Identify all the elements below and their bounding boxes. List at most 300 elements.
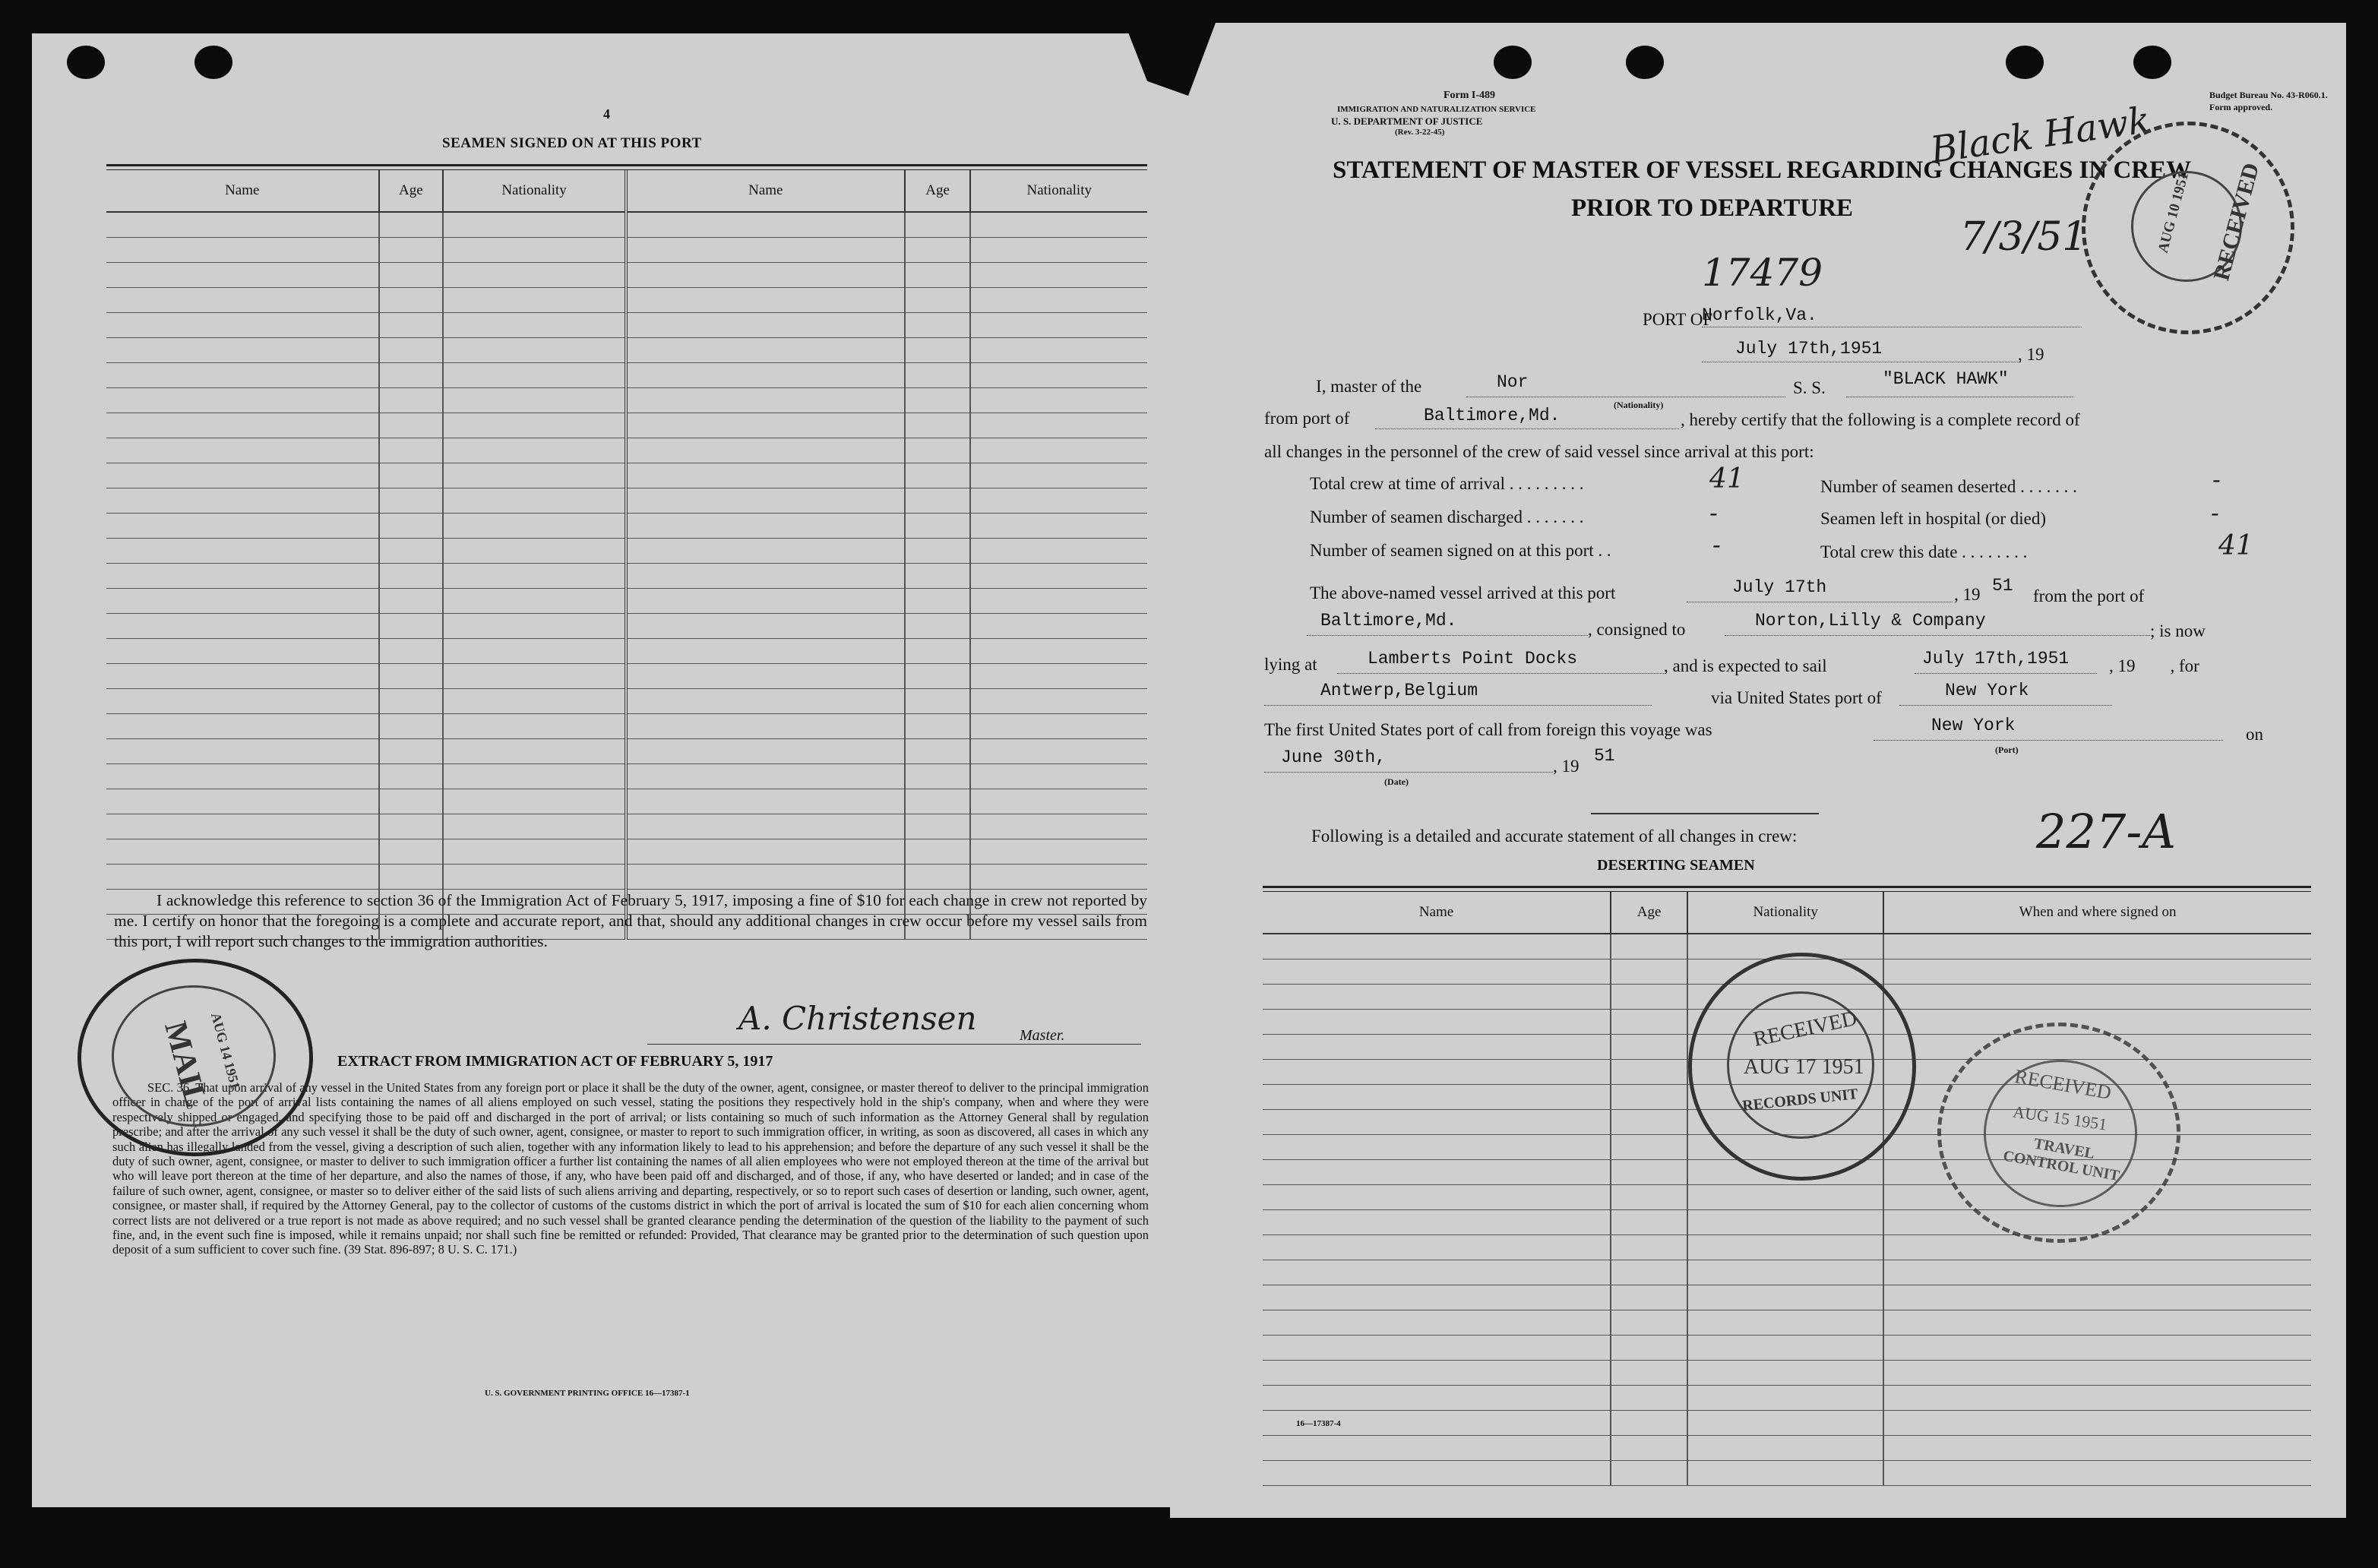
received-stamp-top xyxy=(2082,122,2294,334)
table-cell xyxy=(443,539,626,564)
first-date-value: June 30th, xyxy=(1281,748,1387,767)
table-cell xyxy=(1263,1310,1611,1336)
table-cell xyxy=(1883,1361,2311,1386)
table-cell xyxy=(970,212,1147,238)
table-cell xyxy=(970,263,1147,288)
table-cell xyxy=(106,363,379,388)
date-year-suffix: , 19 xyxy=(2018,345,2044,364)
table-cell xyxy=(905,589,971,614)
table-cell xyxy=(379,639,444,664)
table-cell xyxy=(1611,1310,1687,1336)
table-row xyxy=(1263,1210,2311,1235)
left-page xyxy=(32,33,1172,1507)
table-cell xyxy=(1611,1336,1687,1361)
table-cell xyxy=(379,263,444,288)
table-cell xyxy=(443,839,626,865)
table-cell xyxy=(1611,1285,1687,1310)
table-cell xyxy=(905,313,971,338)
table-cell xyxy=(905,363,971,388)
table-cell xyxy=(970,238,1147,263)
table-row xyxy=(106,814,1147,839)
table-cell xyxy=(905,814,971,839)
table-row xyxy=(1263,1235,2311,1260)
arrived-year-prefix: , 19 xyxy=(1954,585,1981,604)
table-row xyxy=(1263,1285,2311,1310)
table-cell xyxy=(1883,1461,2311,1486)
certify-text: , hereby certify that the following is a complete record of xyxy=(1681,410,2080,429)
date-value: July 17th,1951 xyxy=(1735,339,1883,359)
table-cell xyxy=(970,639,1147,664)
table-cell xyxy=(970,438,1147,463)
table-cell xyxy=(443,789,626,814)
nationality-caption: (Nationality) xyxy=(1614,400,1664,410)
table-cell xyxy=(1263,1336,1611,1361)
agency-line-1: IMMIGRATION AND NATURALIZATION SERVICE xyxy=(1337,105,1536,114)
table-cell xyxy=(626,238,905,263)
records-stamp-text: RECEIVED xyxy=(1751,1006,1860,1052)
table-cell xyxy=(970,865,1147,890)
punch-hole xyxy=(1626,46,1664,79)
table-cell xyxy=(1263,1361,1611,1386)
table-cell xyxy=(1263,1010,1611,1035)
table-cell xyxy=(1883,1260,2311,1285)
table-cell xyxy=(379,388,444,413)
table-cell xyxy=(1611,985,1687,1010)
port-caption: (Port) xyxy=(1995,744,2019,755)
table-cell xyxy=(1263,1386,1611,1411)
table-cell xyxy=(1687,1361,1883,1386)
table-cell xyxy=(1883,1285,2311,1310)
records-stamp-date: AUG 17 1951 xyxy=(1744,1055,1864,1079)
stat-label: Seamen left in hospital (or died) xyxy=(1820,509,2047,528)
travel-stamp-unit: TRAVEL CONTROL UNIT xyxy=(2001,1135,2121,1185)
table-cell xyxy=(905,714,971,739)
table-cell xyxy=(905,288,971,313)
table-row xyxy=(106,263,1147,288)
punch-hole xyxy=(194,46,232,79)
table-cell xyxy=(1263,1085,1611,1110)
signature-line xyxy=(647,1044,1141,1045)
table-cell xyxy=(970,539,1147,564)
table-row xyxy=(106,564,1147,589)
table-row xyxy=(106,589,1147,614)
table-cell xyxy=(443,263,626,288)
table-cell xyxy=(106,789,379,814)
table-cell xyxy=(1883,1436,2311,1461)
table-cell xyxy=(443,814,626,839)
table-row xyxy=(106,839,1147,865)
table-cell xyxy=(970,388,1147,413)
table-cell xyxy=(443,463,626,488)
stat-value: - xyxy=(1709,498,1718,527)
table-cell xyxy=(905,865,971,890)
table-cell xyxy=(1611,1135,1687,1160)
table-cell xyxy=(626,789,905,814)
table-cell xyxy=(905,488,971,514)
column-header-name: Name xyxy=(106,170,379,212)
table-cell xyxy=(106,212,379,238)
table-cell xyxy=(1687,1185,1883,1210)
table-cell xyxy=(905,413,971,438)
table-top-rule xyxy=(106,164,1147,170)
from-port-value: Baltimore,Md. xyxy=(1424,406,1561,425)
punch-hole xyxy=(2133,46,2171,79)
table-row xyxy=(1263,1361,2311,1386)
column-header-name: Name xyxy=(626,170,905,212)
right-page xyxy=(1170,23,2346,1518)
from-port-line xyxy=(1375,428,1679,429)
table-cell xyxy=(379,814,444,839)
table-cell xyxy=(379,363,444,388)
table-cell xyxy=(1611,1361,1687,1386)
table-cell xyxy=(970,789,1147,814)
table-row xyxy=(106,739,1147,764)
punch-hole xyxy=(1494,46,1532,79)
table-cell xyxy=(970,614,1147,639)
table-cell xyxy=(905,839,971,865)
stat-label: Number of seamen discharged . . . . . . . xyxy=(1310,507,1584,526)
via-value: New York xyxy=(1945,681,2029,700)
table-cell xyxy=(1611,1235,1687,1260)
table-cell xyxy=(1611,1185,1687,1210)
received-stamp-top-text: RECEIVED xyxy=(2209,160,2265,283)
table-row xyxy=(1263,1436,2311,1461)
table-cell xyxy=(106,388,379,413)
table-cell xyxy=(106,564,379,589)
table-cell xyxy=(905,212,971,238)
table-cell xyxy=(379,539,444,564)
table-cell xyxy=(1687,1285,1883,1310)
consignee-line xyxy=(1725,635,2150,636)
table-cell xyxy=(626,488,905,514)
table-cell xyxy=(626,463,905,488)
table-cell xyxy=(1611,1436,1687,1461)
table-cell xyxy=(443,764,626,789)
table-cell xyxy=(1263,1160,1611,1185)
table-cell xyxy=(443,288,626,313)
nationality-value: Nor xyxy=(1497,372,1529,392)
table-cell xyxy=(379,313,444,338)
table-cell xyxy=(379,839,444,865)
table-cell xyxy=(970,839,1147,865)
table-cell xyxy=(106,238,379,263)
table-cell xyxy=(970,814,1147,839)
form-revision: (Rev. 3-22-45) xyxy=(1395,128,1445,137)
stat-value: 41 xyxy=(1709,463,1744,495)
stat-value: - xyxy=(2211,498,2219,527)
table-cell xyxy=(443,438,626,463)
table-cell xyxy=(379,413,444,438)
table-cell xyxy=(1263,959,1611,985)
table-cell xyxy=(905,614,971,639)
table-cell xyxy=(379,789,444,814)
page-number: 4 xyxy=(603,106,610,122)
table-cell xyxy=(626,388,905,413)
table-row xyxy=(1263,1411,2311,1436)
table-cell xyxy=(905,463,971,488)
table-cell xyxy=(106,514,379,539)
table-cell xyxy=(443,363,626,388)
table-cell xyxy=(970,589,1147,614)
is-now-label: ; is now xyxy=(2150,621,2206,640)
table-cell xyxy=(1611,1160,1687,1185)
table-cell xyxy=(1611,1386,1687,1411)
table-cell xyxy=(1611,1110,1687,1135)
punch-hole xyxy=(67,46,105,79)
table-cell xyxy=(106,539,379,564)
from-port-label: from port of xyxy=(1264,409,1350,428)
table-cell xyxy=(443,338,626,363)
table-cell xyxy=(905,238,971,263)
table-cell xyxy=(1687,1210,1883,1235)
table-row xyxy=(106,764,1147,789)
acknowledgement-text: I acknowledge this reference to section 36 of the Immigration Act of February 5, 1917, imposing a fine of $10 for each change in crew not reported by me. I certify on honor that the foregoing is a complete and accurate report, and that, should any additional changes in crew occur before my vessel sails from this port, I will report such changes to the immigration authorities. xyxy=(114,891,1147,950)
table-cell xyxy=(970,413,1147,438)
table-cell xyxy=(106,865,379,890)
table-cell xyxy=(970,338,1147,363)
table-row xyxy=(106,388,1147,413)
table-cell xyxy=(443,589,626,614)
table-cell xyxy=(443,614,626,639)
table-cell xyxy=(1611,1260,1687,1285)
table-cell xyxy=(1883,1386,2311,1411)
table-cell xyxy=(443,739,626,764)
arrived-value: July 17th xyxy=(1732,577,1827,597)
extract-heading: EXTRACT FROM IMMIGRATION ACT OF FEBRUARY 5, 1917 xyxy=(337,1053,773,1070)
ship-name: "BLACK HAWK" xyxy=(1883,369,2009,389)
table-cell xyxy=(1263,1461,1611,1486)
form-title-line-1: STATEMENT OF MASTER OF VESSEL REGARDING CHANGES IN CREW xyxy=(1333,156,2192,184)
column-header-nationality: Nationality xyxy=(443,170,626,212)
table-cell xyxy=(1687,1310,1883,1336)
sail-line xyxy=(1915,673,2097,674)
table-cell xyxy=(443,413,626,438)
table-cell xyxy=(379,338,444,363)
consigned-label: , consigned to xyxy=(1588,620,1686,639)
table-cell xyxy=(443,564,626,589)
table-row xyxy=(106,664,1147,689)
table-cell xyxy=(970,514,1147,539)
extract-text: SEC. 36. That upon arrival of any vessel in the United States from any foreign port or place it shall be the duty of the owner, agent, consignee, or master thereof to deliver to the principal immigration officer in charge of the port of arrival lists containing the names of all aliens employed on such vessel, stating the positions they respectively hold in the ship's company, when and where they were respectively shipped or engaged, and specifying those to be paid off and discharged in the port of arrival; or lists containing so much of such information as the Attorney General shall by regulation prescribe; and after the arrival of any such vessel it shall be the duty of such owner, agent, consignee, or master to report to such immigration officer, in writing, as soon as discovered, all cases in which any such alien has illegally landed from the vessel, giving a description of such alien, together with any information likely to lead to his apprehension; and before the departure of any such vessel it shall be the duty of such owner, agent, consignee, or master to deliver to such immigration officer a further list containing the names of all alien employees who were not employed thereon at the time of the arrival but who will leave port thereon at the time of her departure, and also the names of those, if any, who have been paid off and discharged, and of those, if any, who have deserted or landed; and in case of the failure of such owner, agent, consignee, or master so to deliver either of the said lists of such aliens arriving and departing, respectively, or so to report such cases of desertion or landing, such owner, agent, consignee, or master shall, if required by the Attorney General, pay to the collector of customs of the customs district in which the port of arrival is located the sum of $10 for each alien concerning whom correct lists are not delivered or a true report is not made as above required; and no such vessel shall be granted clearance pending the determination of the question of the liability to the payment of such fine, and, in the event such fine is imposed, while it remains unpaid; nor shall such fine be remitted or refunded: Provided, That clearance may be granted prior to the determination of such question upon deposit of a sum sufficient to cover such fine. (39 Stat. 896-897; 8 U. S. C. 171.) xyxy=(112,1080,1149,1257)
table-cell xyxy=(106,639,379,664)
master-label: Master. xyxy=(1020,1027,1065,1044)
table-cell xyxy=(106,839,379,865)
form-title-line-2: PRIOR TO DEPARTURE xyxy=(1571,194,1854,222)
table-cell xyxy=(1263,1060,1611,1085)
mail-stamp-date: AUG 14 1951 xyxy=(207,1011,243,1091)
arrival-from-line xyxy=(1307,635,1588,636)
table-row xyxy=(1263,1386,2311,1411)
stat-value: - xyxy=(1712,530,1721,559)
form-number: Form I-489 xyxy=(1444,90,1496,101)
table-cell xyxy=(626,865,905,890)
first-date-year-prefix: , 19 xyxy=(1553,757,1580,776)
table-cell xyxy=(905,263,971,288)
table-cell xyxy=(1611,1035,1687,1060)
table-cell xyxy=(1263,985,1611,1010)
table-cell xyxy=(626,814,905,839)
table-cell xyxy=(626,614,905,639)
table-row xyxy=(106,639,1147,664)
handwritten-date: 7/3/51 xyxy=(1960,214,2088,260)
table-cell xyxy=(106,614,379,639)
table-cell xyxy=(379,764,444,789)
table-cell xyxy=(443,664,626,689)
table-cell xyxy=(626,288,905,313)
table-row xyxy=(106,614,1147,639)
table-row xyxy=(106,488,1147,514)
handwritten-ship-name: Black Hawk xyxy=(1927,99,2153,172)
short-rule xyxy=(1591,813,1819,814)
arrived-label: The above-named vessel arrived at this port xyxy=(1310,583,1616,602)
table-row xyxy=(1263,1260,2311,1285)
table-cell xyxy=(379,865,444,890)
expected-label: , and is expected to sail xyxy=(1664,656,1827,675)
travel-control-stamp xyxy=(1937,1023,2180,1243)
table-cell xyxy=(443,488,626,514)
table-row xyxy=(106,413,1147,438)
table-row xyxy=(1263,1461,2311,1486)
table-cell xyxy=(626,664,905,689)
table-cell xyxy=(970,664,1147,689)
table-row xyxy=(106,363,1147,388)
table-cell xyxy=(1883,1336,2311,1361)
table-cell xyxy=(379,739,444,764)
table-cell xyxy=(1263,1436,1611,1461)
following-text: Following is a detailed and accurate statement of all changes in crew: xyxy=(1311,827,1798,846)
table-cell xyxy=(106,338,379,363)
table-cell xyxy=(379,288,444,313)
table-cell xyxy=(626,639,905,664)
table-cell xyxy=(1263,1210,1611,1235)
column-header-name: Name xyxy=(1263,892,1611,934)
stat-value: - xyxy=(2212,465,2221,494)
table-cell xyxy=(1883,1235,2311,1260)
first-date-line xyxy=(1264,772,1553,773)
table-cell xyxy=(626,764,905,789)
right-printer-line: 16—17387-4 xyxy=(1296,1419,1341,1428)
destination-line xyxy=(1264,705,1652,706)
table-row xyxy=(106,313,1147,338)
table-cell xyxy=(443,313,626,338)
table-cell xyxy=(905,338,971,363)
agency-line-2: U. S. DEPARTMENT OF JUSTICE xyxy=(1331,115,1483,127)
table-cell xyxy=(1263,1035,1611,1060)
table-cell xyxy=(106,739,379,764)
left-printer-line: U. S. GOVERNMENT PRINTING OFFICE 16—17387-1 xyxy=(485,1389,690,1398)
table-cell xyxy=(626,413,905,438)
table-cell xyxy=(905,689,971,714)
table-row xyxy=(106,288,1147,313)
table-cell xyxy=(1611,1010,1687,1035)
table-cell xyxy=(1611,1060,1687,1085)
table-cell xyxy=(106,589,379,614)
form-approved: Form approved. xyxy=(2209,102,2273,112)
table-cell xyxy=(106,764,379,789)
table-row xyxy=(106,212,1147,238)
table-cell xyxy=(443,639,626,664)
table-cell xyxy=(443,689,626,714)
table-cell xyxy=(1611,1085,1687,1110)
seamen-signed-heading: SEAMEN SIGNED ON AT THIS PORT xyxy=(442,135,702,151)
table-cell xyxy=(1883,959,2311,985)
table-cell xyxy=(106,263,379,288)
table-cell xyxy=(379,488,444,514)
table-cell xyxy=(905,639,971,664)
via-line xyxy=(1899,705,2112,706)
table-cell xyxy=(1263,1260,1611,1285)
table-cell xyxy=(379,238,444,263)
table-cell xyxy=(1687,1411,1883,1436)
table-cell xyxy=(970,488,1147,514)
table-cell xyxy=(1687,1461,1883,1486)
stat-label: Total crew at time of arrival . . . . . . . . . xyxy=(1310,474,1584,493)
table-cell xyxy=(379,212,444,238)
table-cell xyxy=(970,689,1147,714)
table-cell xyxy=(1687,1235,1883,1260)
table-cell xyxy=(106,488,379,514)
table-cell xyxy=(106,664,379,689)
column-header-age: Age xyxy=(1611,892,1687,934)
table-cell xyxy=(905,564,971,589)
table-cell xyxy=(905,388,971,413)
table-cell xyxy=(970,288,1147,313)
table-cell xyxy=(1883,1411,2311,1436)
table-cell xyxy=(626,313,905,338)
handwritten-code: 227-A xyxy=(2036,804,2177,859)
table-cell xyxy=(379,664,444,689)
table-cell xyxy=(905,789,971,814)
table-cell xyxy=(1687,1336,1883,1361)
table-cell xyxy=(970,564,1147,589)
table-cell xyxy=(443,212,626,238)
table-cell xyxy=(905,539,971,564)
table-cell xyxy=(379,714,444,739)
table-cell xyxy=(970,739,1147,764)
table-cell xyxy=(970,714,1147,739)
table-cell xyxy=(626,714,905,739)
table-cell xyxy=(626,689,905,714)
first-port-value: New York xyxy=(1931,716,2016,735)
signed-on-table xyxy=(106,170,1147,940)
table-cell xyxy=(379,614,444,639)
table-cell xyxy=(1263,1110,1611,1135)
deserting-heading: DESERTING SEAMEN xyxy=(1597,857,1755,874)
table-cell xyxy=(1611,1461,1687,1486)
arrived-year: 51 xyxy=(1992,576,2013,596)
table-row xyxy=(106,865,1147,890)
table-row xyxy=(1263,1310,2311,1336)
table-cell xyxy=(626,589,905,614)
table-cell xyxy=(626,839,905,865)
table-cell xyxy=(379,438,444,463)
table-cell xyxy=(379,689,444,714)
handwritten-file-number: 17479 xyxy=(1702,251,1823,295)
table-cell xyxy=(443,514,626,539)
table-cell xyxy=(1263,1135,1611,1160)
stat-label: Number of seamen deserted . . . . . . . xyxy=(1820,477,2077,496)
table-cell xyxy=(106,438,379,463)
table-cell xyxy=(626,739,905,764)
table-row xyxy=(106,789,1147,814)
table-row xyxy=(106,714,1147,739)
first-date-year: 51 xyxy=(1594,746,1615,766)
column-header-age: Age xyxy=(379,170,444,212)
on-label: on xyxy=(2246,725,2263,744)
table-row xyxy=(106,539,1147,564)
table-cell xyxy=(379,564,444,589)
table-cell xyxy=(379,589,444,614)
